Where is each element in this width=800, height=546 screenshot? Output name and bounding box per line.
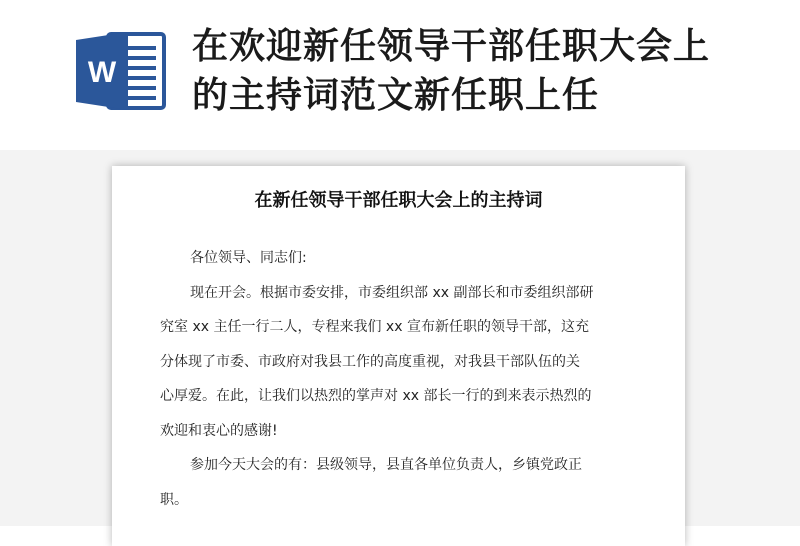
header	[0, 0, 800, 150]
body-line: 现在开会。根据市委安排，市委组织部 xx 副部长和市委组织部研	[190, 284, 594, 301]
body-line: 心厚爱。在此，让我们以热烈的掌声对 xx 部长一行的到来表示热烈的	[160, 388, 592, 404]
title-line-1: 在欢迎新任领导干部任职大会上	[192, 26, 711, 67]
document-body	[160, 241, 640, 517]
page-title	[192, 22, 782, 120]
body-line: 各位领导、同志们:	[190, 250, 307, 266]
body-line: 欢迎和衷心的感谢!	[160, 422, 278, 439]
body-line: 究室 xx 主任一行二人，专程来我们 xx 宣布新任职的领导干部，这充	[160, 319, 589, 335]
body-line: 职。	[160, 491, 188, 508]
body-line: 参加今天大会的有：县级领导，县直各单位负责人，乡镇党政正	[190, 457, 582, 473]
word-doc-icon	[76, 28, 166, 114]
document-page	[112, 166, 685, 546]
word-logo-letter: W	[87, 56, 117, 89]
body-line: 分体现了市委、市政府对我县工作的高度重视，对我县干部队伍的关	[160, 353, 580, 370]
document-heading: 在新任领导干部任职大会上的主持词	[254, 190, 543, 211]
title-line-2: 的主持词范文新任职上任	[192, 75, 600, 116]
